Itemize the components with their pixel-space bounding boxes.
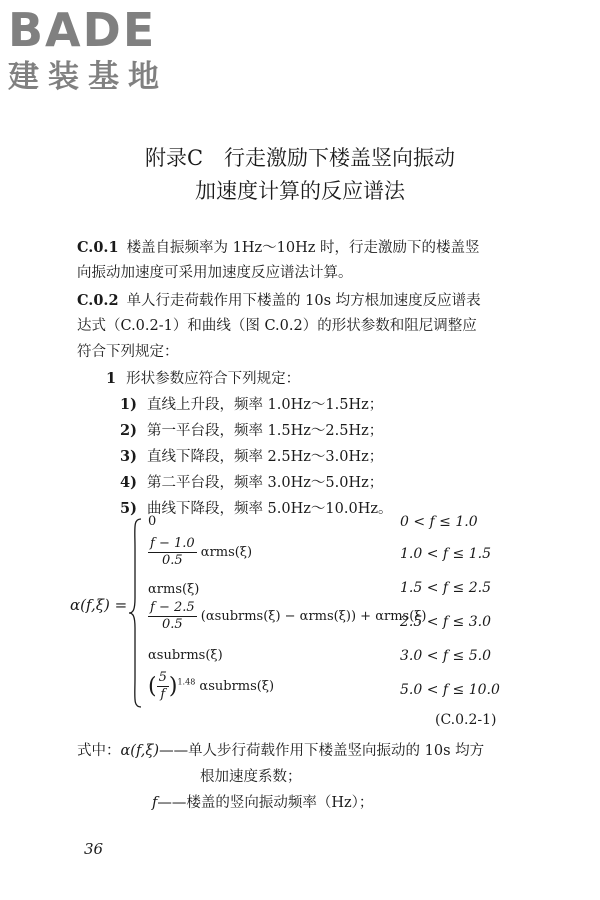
clause-code: C.0.2	[77, 292, 119, 309]
subitem-text: 直线下降段，频率 2.5Hz～3.0Hz；	[146, 449, 384, 465]
definition-alpha: ——单人步行荷载作用下楼盖竖向振动的 10s 均方	[159, 743, 485, 759]
fraction	[148, 536, 197, 569]
case-6	[148, 670, 274, 703]
case-2	[148, 536, 252, 569]
subitem-text: 曲线下降段，频率 5.0Hz～10.0Hz。	[146, 501, 393, 517]
case-tail: (αsubrms(ξ) − αrms(ξ)) + αrms(ξ)	[200, 609, 427, 624]
item-text: 形状参数应符合下列规定：	[126, 371, 301, 387]
formula-lhs: α(f,ξ) =	[70, 596, 128, 614]
logo	[8, 4, 183, 96]
clause-text: 单人行走荷载作用下楼盖的 10s 均方根加速度反应谱表	[126, 293, 481, 309]
paren-open: (	[148, 674, 157, 699]
subitem	[120, 419, 383, 443]
subitem-text: 直线上升段，频率 1.0Hz～1.5Hz；	[146, 397, 384, 413]
numerator: 5	[158, 670, 167, 685]
fraction	[148, 600, 197, 633]
subitem	[120, 393, 383, 417]
subitem-number: 1)	[120, 396, 137, 413]
denominator: f	[160, 687, 166, 702]
case-5: αsubrms(ξ)	[148, 648, 223, 663]
appendix-subtitle: 加速度计算的反应谱法	[195, 179, 405, 203]
equation-number: (C.0.2-1)	[435, 712, 497, 728]
condition-4: 2.5 < f ≤ 3.0	[400, 614, 491, 630]
case-3: αrms(ξ)	[148, 582, 200, 597]
condition-5: 3.0 < f ≤ 5.0	[400, 648, 491, 664]
clause-c02-line2: 达式（C.0.2-1）和曲线（图 C.0.2）的形状参数和阻尼调整应	[77, 318, 477, 334]
piecewise-formula	[70, 510, 530, 710]
left-brace	[128, 518, 142, 708]
item-1	[106, 367, 300, 391]
item-number: 1	[106, 370, 117, 387]
symbol-alpha: α(f,ξ)	[120, 743, 160, 759]
subitem-text: 第一平台段，频率 1.5Hz～2.5Hz；	[146, 423, 384, 439]
condition-1: 0 < f ≤ 1.0	[400, 514, 478, 530]
where-lead: 式中：	[77, 743, 121, 759]
clause-c02-line1	[77, 289, 481, 313]
case-tail: αsubrms(ξ)	[199, 679, 275, 694]
case-4	[148, 600, 427, 633]
definition-f: ——楼盖的竖向振动频率（Hz）；	[157, 795, 374, 811]
case-1: 0	[148, 514, 157, 529]
clause-code: C.0.1	[77, 239, 119, 256]
exponent: 1.48	[177, 677, 196, 687]
subitem-number: 2)	[120, 422, 137, 439]
paren-close: )	[168, 674, 178, 699]
condition-3: 1.5 < f ≤ 2.5	[400, 580, 491, 596]
clause-text: 楼盖自振频率为 1Hz～10Hz 时，行走激励下的楼盖竖	[126, 240, 480, 256]
denominator: 0.5	[161, 617, 183, 632]
where-line1	[77, 740, 484, 763]
condition-6: 5.0 < f ≤ 10.0	[400, 682, 500, 698]
clause-c02-line3: 符合下列规定：	[77, 344, 179, 360]
appendix-title: 附录C 行走激励下楼盖竖向振动	[144, 146, 456, 170]
clause-c01-line1	[77, 236, 480, 260]
page-number: 36	[84, 840, 104, 858]
subitem-number: 3)	[120, 448, 137, 465]
numerator: f − 1.0	[150, 536, 195, 551]
fraction	[157, 670, 169, 703]
numerator: f − 2.5	[150, 600, 195, 615]
logo-mark: BADE	[8, 3, 157, 57]
symbol-f: f	[152, 795, 158, 811]
subitem	[120, 445, 383, 469]
subitem-text: 第二平台段，频率 3.0Hz～5.0Hz；	[146, 475, 384, 491]
where-line2: 根加速度系数；	[200, 769, 302, 785]
condition-2: 1.0 < f ≤ 1.5	[400, 546, 491, 562]
denominator: 0.5	[161, 553, 183, 568]
where-line3	[152, 792, 373, 815]
subitem	[120, 471, 383, 495]
logo-cn-text: 建装基地	[8, 59, 168, 95]
subitem-number: 4)	[120, 474, 137, 491]
case-tail: αrms(ξ)	[200, 545, 253, 560]
subitem-number: 5)	[120, 500, 137, 517]
clause-c01-line2: 向振动加速度可采用加速度反应谱法计算。	[77, 265, 353, 281]
